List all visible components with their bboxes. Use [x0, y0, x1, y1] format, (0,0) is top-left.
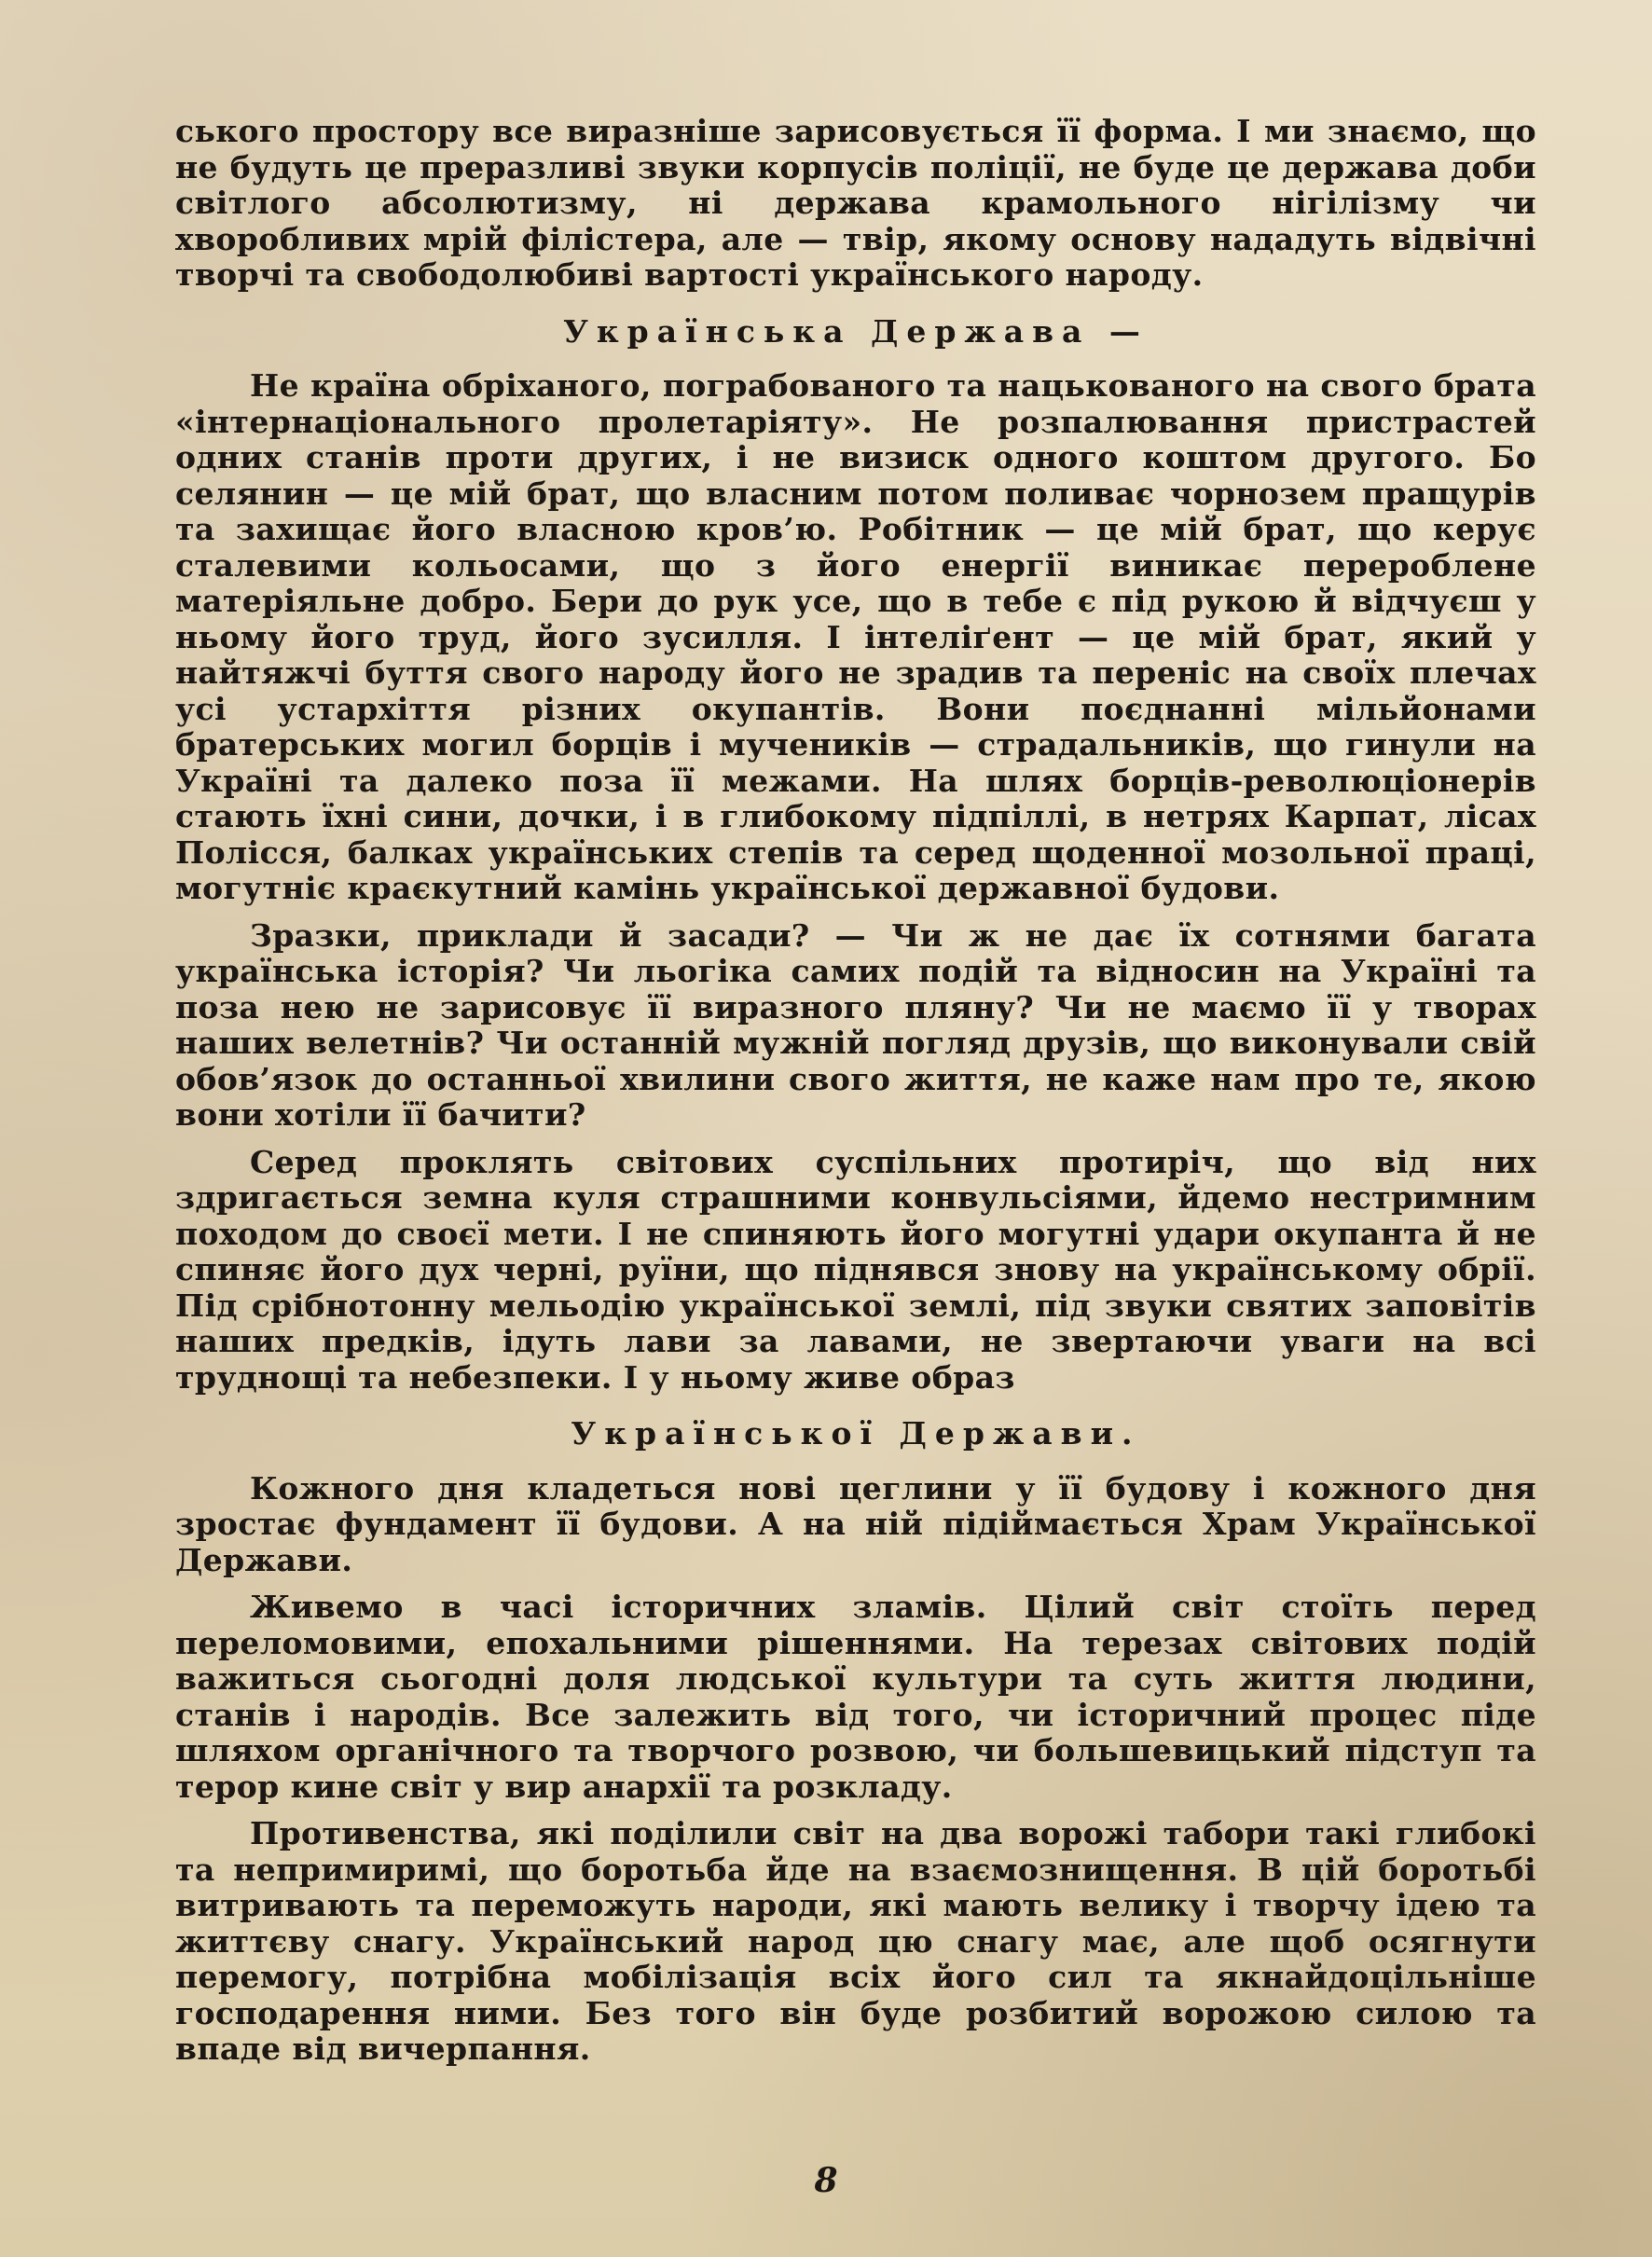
section-heading-ukrainian-state: Українська Держава —: [563, 312, 1149, 350]
paragraph-2: Не країна обріханого, пограбованого та нацькованого на свого брата «інтернаціонального пролетаріяту». Не розпалювання пристрастей одних станів проти других, і не визиск одного коштом другого. Бо селянин — це мій брат, що власним потом поливає чорнозем пращурів та захищає його власною кров’ю. Робітник — це мій брат, що керує сталевими кольосами, що з його енергії виникає перероблене матеріяльне добро. Бери до рук усе, що в тебе є під рукою й відчуєш у ньому його труд, його зусилля. І інтеліґент — це мій брат, який у найтяжчі буття свого народу його не зрадив та переніс на своїх плечах усі устархіття різних окупантів. Вони поєднанні мільйонами братерських могил борців і мучеників — страдальників, що гинули на Україні та далеко поза її межами. На шлях борців-революціонерів стають їхні сини, дочки, і в глибокому підпіллі, в нетрях Карпат, лісах Полісся, балках українських степів та серед щоденної мозольної праці, могутніє краєкутний камінь української державної будови.: [175, 367, 1536, 906]
paragraph-7: Противенства, які поділили світ на два ворожі табори такі глибокі та непримиримі, що боротьба йде на взаємознищення. В цій боротьбі витривають та переможуть народи, які мають велику і творчу ідею та життєву снагу. Український народ цю снагу має, але щоб осягнути перемогу, потрібна мобілізація всіх його сил та якнайдоцільніше господарення ними. Без того він буде розбитий ворожою силою та впаде від вичерпання.: [175, 1815, 1536, 2067]
paragraph-5: Кожного дня кладеться нові цеглини у її будову і кожного дня зростає фундамент її будови. А на ній підіймається Храм Української Держави.: [175, 1469, 1536, 1578]
paragraph-3: Зразки, приклади й засади? — Чи ж не дає їх сотнями багата українська історія? Чи льогіка самих подій та відносин на Україні та поза нею не зарисовує її виразного пляну? Чи не маємо її у творах наших велетнів? Чи останній мужній погляд друзів, що виконували свій обов’язок до останньої хвилини свого життя, не каже нам про те, якою вони хотіли її бачити?: [175, 916, 1536, 1133]
section-heading-of-ukrainian-state: Української Держави.: [571, 1415, 1141, 1452]
document-body: [175, 114, 1536, 2079]
paragraph-6: Живемо в часі історичних зламів. Цілий світ стоїть перед переломовими, епохальними рішеннями. На терезах світових подій важиться сьогодні доля людської культури та суть життя людини, станів і народів. Все залежить від того, чи історичний процес піде шляхом органічного та творчого розвою, чи большевицький підступ та терор кине світ у вир анархії та розкладу.: [175, 1589, 1536, 1805]
paragraph-4: Серед проклять світових суспільних протиріч, що від них здригається земна куля страшними конвульсіями, йдемо нестримним походом до своєї мети. І не спиняють його могутні удари окупанта й не спиняє його дух черні, руїни, що піднявся знову на українському обрії. Під срібнотонну мельодію української землі, під звуки святих заповітів наших предків, ідуть лави за лавами, не звертаючи уваги на всі труднощі та небезпеки. І у ньому живе образ: [175, 1143, 1536, 1396]
page-number: 8: [814, 2161, 838, 2200]
paragraph-1: ського простору все виразніше зарисовується її форма. І ми знаємо, що не будуть це преразливі звуки корпусів поліції, не буде це держава доби світлого абсолютизму, ні держава крамольного нігілізму чи хворобливих мрій філістера, але — твір, якому основу нададуть відвічні творчі та свободолюбиві вартості українського народу.: [175, 113, 1536, 293]
